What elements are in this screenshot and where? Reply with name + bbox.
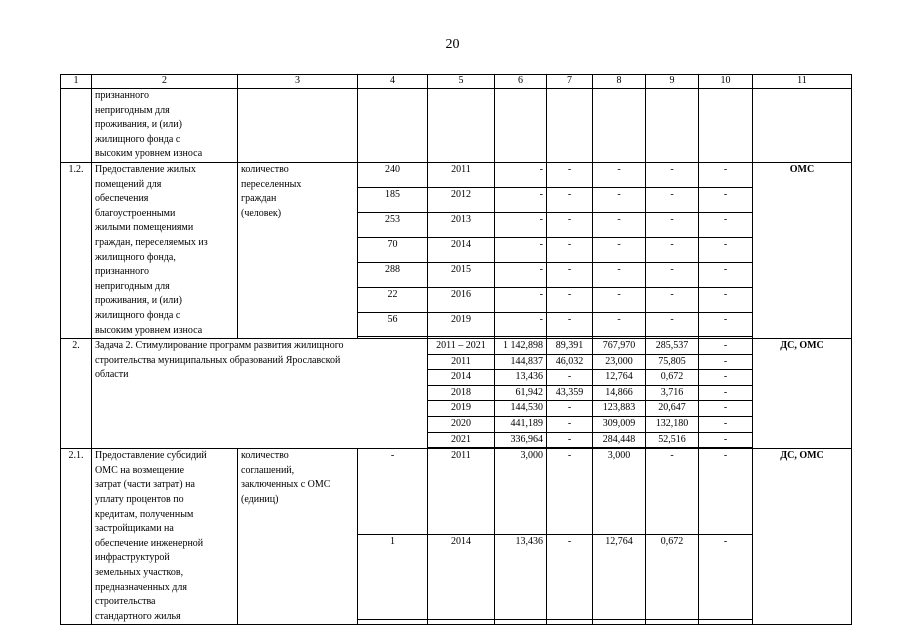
num-cell: 2.1. [61, 449, 92, 625]
value-cell: 43,359 [547, 385, 593, 401]
value-cell: 23,000 [593, 354, 646, 370]
empty-cell [593, 619, 646, 625]
value-cell: 767,970 [593, 339, 646, 355]
value-cell: - [547, 534, 593, 619]
empty-cell [547, 89, 593, 163]
description-cell: Предоставление жилых помещений для обеспечения благоустроенными жилыми помещениями граждан, переселяемых из жилищного фонда, признанного непригодным для проживания, и (или) жилищного фонда с высоким уровнем износа [92, 162, 238, 338]
value-cell: - [699, 287, 753, 312]
value-cell: - [593, 187, 646, 212]
value-cell: 336,964 [495, 432, 547, 448]
header-cell: 5 [428, 75, 495, 89]
empty-cell [753, 89, 852, 163]
value-cell: - [547, 287, 593, 312]
year-cell: 2012 [428, 187, 495, 212]
value-cell: 144,837 [495, 354, 547, 370]
value-cell: - [699, 187, 753, 212]
target-value-cell: 22 [358, 287, 428, 312]
value-cell: - [593, 162, 646, 187]
value-cell: 3,716 [646, 385, 699, 401]
value-cell: - [699, 339, 753, 355]
value-cell: - [699, 212, 753, 237]
value-cell: - [495, 187, 547, 212]
year-cell: 2014 [428, 237, 495, 262]
header-cell: 9 [646, 75, 699, 89]
value-cell: - [646, 187, 699, 212]
header-cell: 8 [593, 75, 646, 89]
task-cell: Задача 2. Стимулирование программ развития жилищного строительства муниципальных образований Ярославской области [92, 339, 428, 449]
year-cell: 2020 [428, 417, 495, 433]
value-cell: 89,391 [547, 339, 593, 355]
value-cell: - [699, 385, 753, 401]
empty-cell [428, 619, 495, 625]
value-cell: 12,764 [593, 370, 646, 386]
value-cell: 52,516 [646, 432, 699, 448]
empty-cell [699, 619, 753, 625]
value-cell: - [593, 287, 646, 312]
value-cell: - [547, 432, 593, 448]
value-cell: - [547, 370, 593, 386]
value-cell: - [547, 237, 593, 262]
table-row [61, 449, 852, 534]
value-cell: - [699, 312, 753, 337]
value-cell: 441,189 [495, 417, 547, 433]
table-row [61, 339, 852, 355]
value-cell: - [699, 262, 753, 287]
empty-cell [495, 89, 547, 163]
year-cell: 2015 [428, 262, 495, 287]
table-row [61, 162, 852, 187]
num-cell: 1.2. [61, 162, 92, 338]
value-cell: - [699, 432, 753, 448]
value-cell: - [547, 312, 593, 337]
empty-cell [646, 89, 699, 163]
year-cell: 2011 – 2021 [428, 339, 495, 355]
year-cell: 2019 [428, 312, 495, 337]
value-cell: 1 142,898 [495, 339, 547, 355]
header-cell: 4 [358, 75, 428, 89]
value-cell: - [547, 262, 593, 287]
value-cell: 13,436 [495, 370, 547, 386]
empty-cell [238, 89, 358, 163]
empty-cell [358, 89, 428, 163]
value-cell: 13,436 [495, 534, 547, 619]
empty-cell [495, 619, 547, 625]
value-cell: - [699, 354, 753, 370]
indicator-cell: количество соглашений, заключенных с ОМС (единиц) [238, 449, 358, 625]
target-value-cell: 1 [358, 534, 428, 619]
header-row [61, 75, 852, 89]
year-cell: 2018 [428, 385, 495, 401]
value-cell: 61,942 [495, 385, 547, 401]
executor-cell: ДС, ОМС [753, 339, 852, 449]
header-cell: 2 [92, 75, 238, 89]
year-cell: 2021 [428, 432, 495, 448]
year-cell: 2011 [428, 354, 495, 370]
header-cell: 10 [699, 75, 753, 89]
value-cell: 12,764 [593, 534, 646, 619]
value-cell: - [547, 449, 593, 534]
value-cell: - [699, 401, 753, 417]
table-row-continuation [61, 89, 852, 163]
value-cell: - [547, 212, 593, 237]
num-cell: 2. [61, 339, 92, 449]
value-cell: 132,180 [646, 417, 699, 433]
value-cell: 285,537 [646, 339, 699, 355]
target-value-cell: 185 [358, 187, 428, 212]
target-value-cell: 240 [358, 162, 428, 187]
value-cell: 284,448 [593, 432, 646, 448]
value-cell: - [646, 312, 699, 337]
year-cell: 2011 [428, 449, 495, 534]
value-cell: 75,805 [646, 354, 699, 370]
empty-cell [646, 619, 699, 625]
value-cell: - [699, 449, 753, 534]
value-cell: - [699, 534, 753, 619]
value-cell: - [495, 237, 547, 262]
value-cell: - [547, 401, 593, 417]
value-cell: - [699, 237, 753, 262]
header-cell: 1 [61, 75, 92, 89]
executor-cell: ДС, ОМС [753, 449, 852, 625]
value-cell: 3,000 [495, 449, 547, 534]
program-table [60, 74, 852, 625]
header-cell: 11 [753, 75, 852, 89]
value-cell: - [495, 212, 547, 237]
indicator-cell: количество переселенных граждан (человек) [238, 162, 358, 338]
value-cell: 20,647 [646, 401, 699, 417]
empty-cell [593, 89, 646, 163]
value-cell: - [495, 262, 547, 287]
num-cell [61, 89, 92, 163]
header-cell: 6 [495, 75, 547, 89]
value-cell: 46,032 [547, 354, 593, 370]
value-cell: - [593, 262, 646, 287]
empty-cell [547, 619, 593, 625]
value-cell: 309,009 [593, 417, 646, 433]
empty-cell [358, 619, 428, 625]
year-cell: 2019 [428, 401, 495, 417]
value-cell: 0,672 [646, 370, 699, 386]
value-cell: - [547, 187, 593, 212]
value-cell: - [646, 262, 699, 287]
value-cell: 14,866 [593, 385, 646, 401]
year-cell: 2014 [428, 370, 495, 386]
value-cell: - [547, 417, 593, 433]
empty-cell [699, 89, 753, 163]
value-cell: - [547, 162, 593, 187]
value-cell: - [699, 417, 753, 433]
value-cell: - [495, 287, 547, 312]
page-number: 20 [445, 37, 460, 52]
executor-cell: ОМС [753, 162, 852, 338]
value-cell: 144,530 [495, 401, 547, 417]
value-cell: - [646, 237, 699, 262]
target-value-cell: - [358, 449, 428, 534]
year-cell: 2016 [428, 287, 495, 312]
value-cell: - [593, 212, 646, 237]
header-cell: 7 [547, 75, 593, 89]
value-cell: - [646, 287, 699, 312]
value-cell: - [646, 449, 699, 534]
empty-cell [428, 89, 495, 163]
target-value-cell: 253 [358, 212, 428, 237]
value-cell: 0,672 [646, 534, 699, 619]
value-cell: 3,000 [593, 449, 646, 534]
year-cell: 2011 [428, 162, 495, 187]
target-value-cell: 70 [358, 237, 428, 262]
value-cell: - [593, 237, 646, 262]
value-cell: - [593, 312, 646, 337]
value-cell: - [495, 312, 547, 337]
value-cell: 123,883 [593, 401, 646, 417]
value-cell: - [699, 370, 753, 386]
description-cell: Предоставление субсидий ОМС на возмещение затрат (части затрат) на уплату процентов по кредитам, полученным застройщиками на обеспечение инженерной инфраструктурой земельных участков, предназначенных для строительства стандартного жилья [92, 449, 238, 625]
year-cell: 2013 [428, 212, 495, 237]
target-value-cell: 56 [358, 312, 428, 337]
description-cell: признанного непригодным для проживания, и (или) жилищного фонда с высоким уровнем износа [92, 89, 238, 163]
header-cell: 3 [238, 75, 358, 89]
value-cell: - [495, 162, 547, 187]
value-cell: - [699, 162, 753, 187]
target-value-cell: 288 [358, 262, 428, 287]
year-cell: 2014 [428, 534, 495, 619]
value-cell: - [646, 212, 699, 237]
value-cell: - [646, 162, 699, 187]
